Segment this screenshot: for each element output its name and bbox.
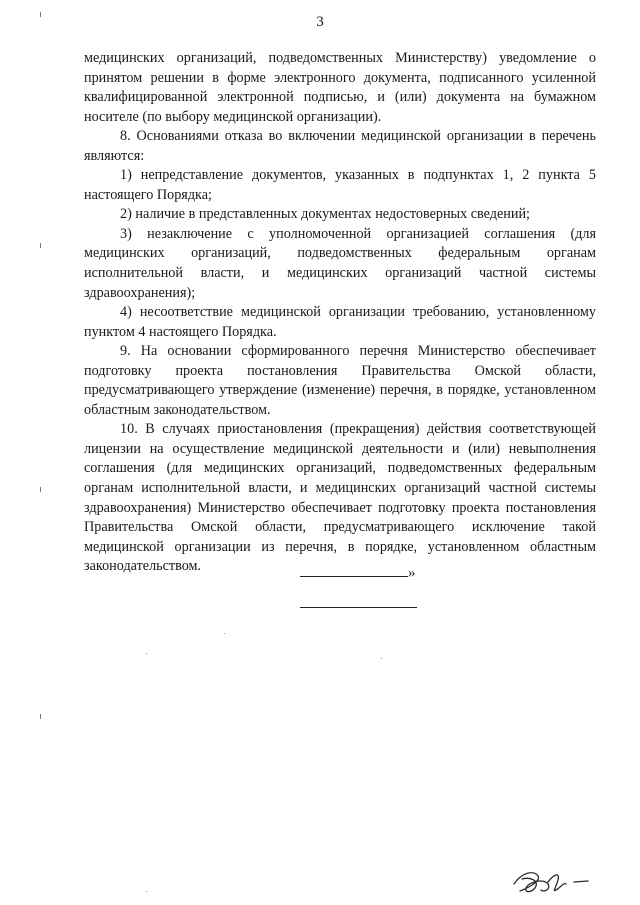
paragraph-item-10: 10. В случаях приостановления (прекращения) действия соответствующей лицензии на осуществление медицинской деятельности и (или) невыполнения соглашения (для медицинских организаций, подведомственных федеральным органам исполнительной власти, и медицинских организаций частной системы здравоохранения) Министерство обеспечивает подготовку проекта постановления Правительства Омской области, предусматривающего исключение такой медицинской организации из перечня, в порядке, установленном областным законодательством. bbox=[84, 421, 596, 575]
paragraph-item-8: 8. Основаниями отказа во включении медицинской организации в перечень являются: bbox=[84, 128, 596, 164]
paragraph-subitem-2: 2) наличие в представленных документах недостоверных сведений; bbox=[120, 206, 530, 223]
scan-speck bbox=[381, 658, 382, 659]
scan-margin-mark bbox=[40, 12, 41, 17]
page-number: 3 bbox=[316, 14, 324, 30]
document-body bbox=[84, 49, 596, 577]
scan-speck bbox=[146, 653, 147, 654]
paragraph-subitem-3: 3) незаключение с уполномоченной организацией соглашения (для медицинских организаций, подведомственных федеральным органам исполнительной власти, и медицинских организаций частной системы здравоохранения); bbox=[84, 225, 596, 301]
closing-quote: » bbox=[408, 565, 416, 581]
handwritten-initials-signature bbox=[508, 862, 598, 898]
closing-rule bbox=[300, 563, 408, 577]
paragraph-continuation: медицинских организаций, подведомственных Министерству) уведомление о принятом решении в форме электронного документа, подписанного усиленной квалифицированной электронной подписью, и (или) документа на бумажном носителе (по выбору медицинской организации). bbox=[84, 50, 596, 125]
scan-speck bbox=[224, 633, 225, 634]
paragraph-subitem-4: 4) несоответствие медицинской организации требованию, установленному пунктом 4 настоящего Порядка. bbox=[84, 304, 596, 340]
closing-line bbox=[300, 563, 428, 582]
end-separator-rule bbox=[300, 607, 417, 608]
scan-margin-mark bbox=[40, 243, 41, 248]
scan-speck bbox=[146, 891, 147, 892]
scan-margin-mark bbox=[40, 487, 41, 492]
paragraph-item-9: 9. На основании сформированного перечня Министерство обеспечивает подготовку проекта постановления Правительства Омской области, предусматривающего утверждение (изменение) перечня, в порядке, установленном областным законодательством. bbox=[84, 343, 596, 418]
scan-margin-mark bbox=[40, 714, 41, 719]
paragraph-subitem-1: 1) непредставление документов, указанных в подпунктах 1, 2 пункта 5 настоящего Порядка; bbox=[84, 167, 596, 203]
